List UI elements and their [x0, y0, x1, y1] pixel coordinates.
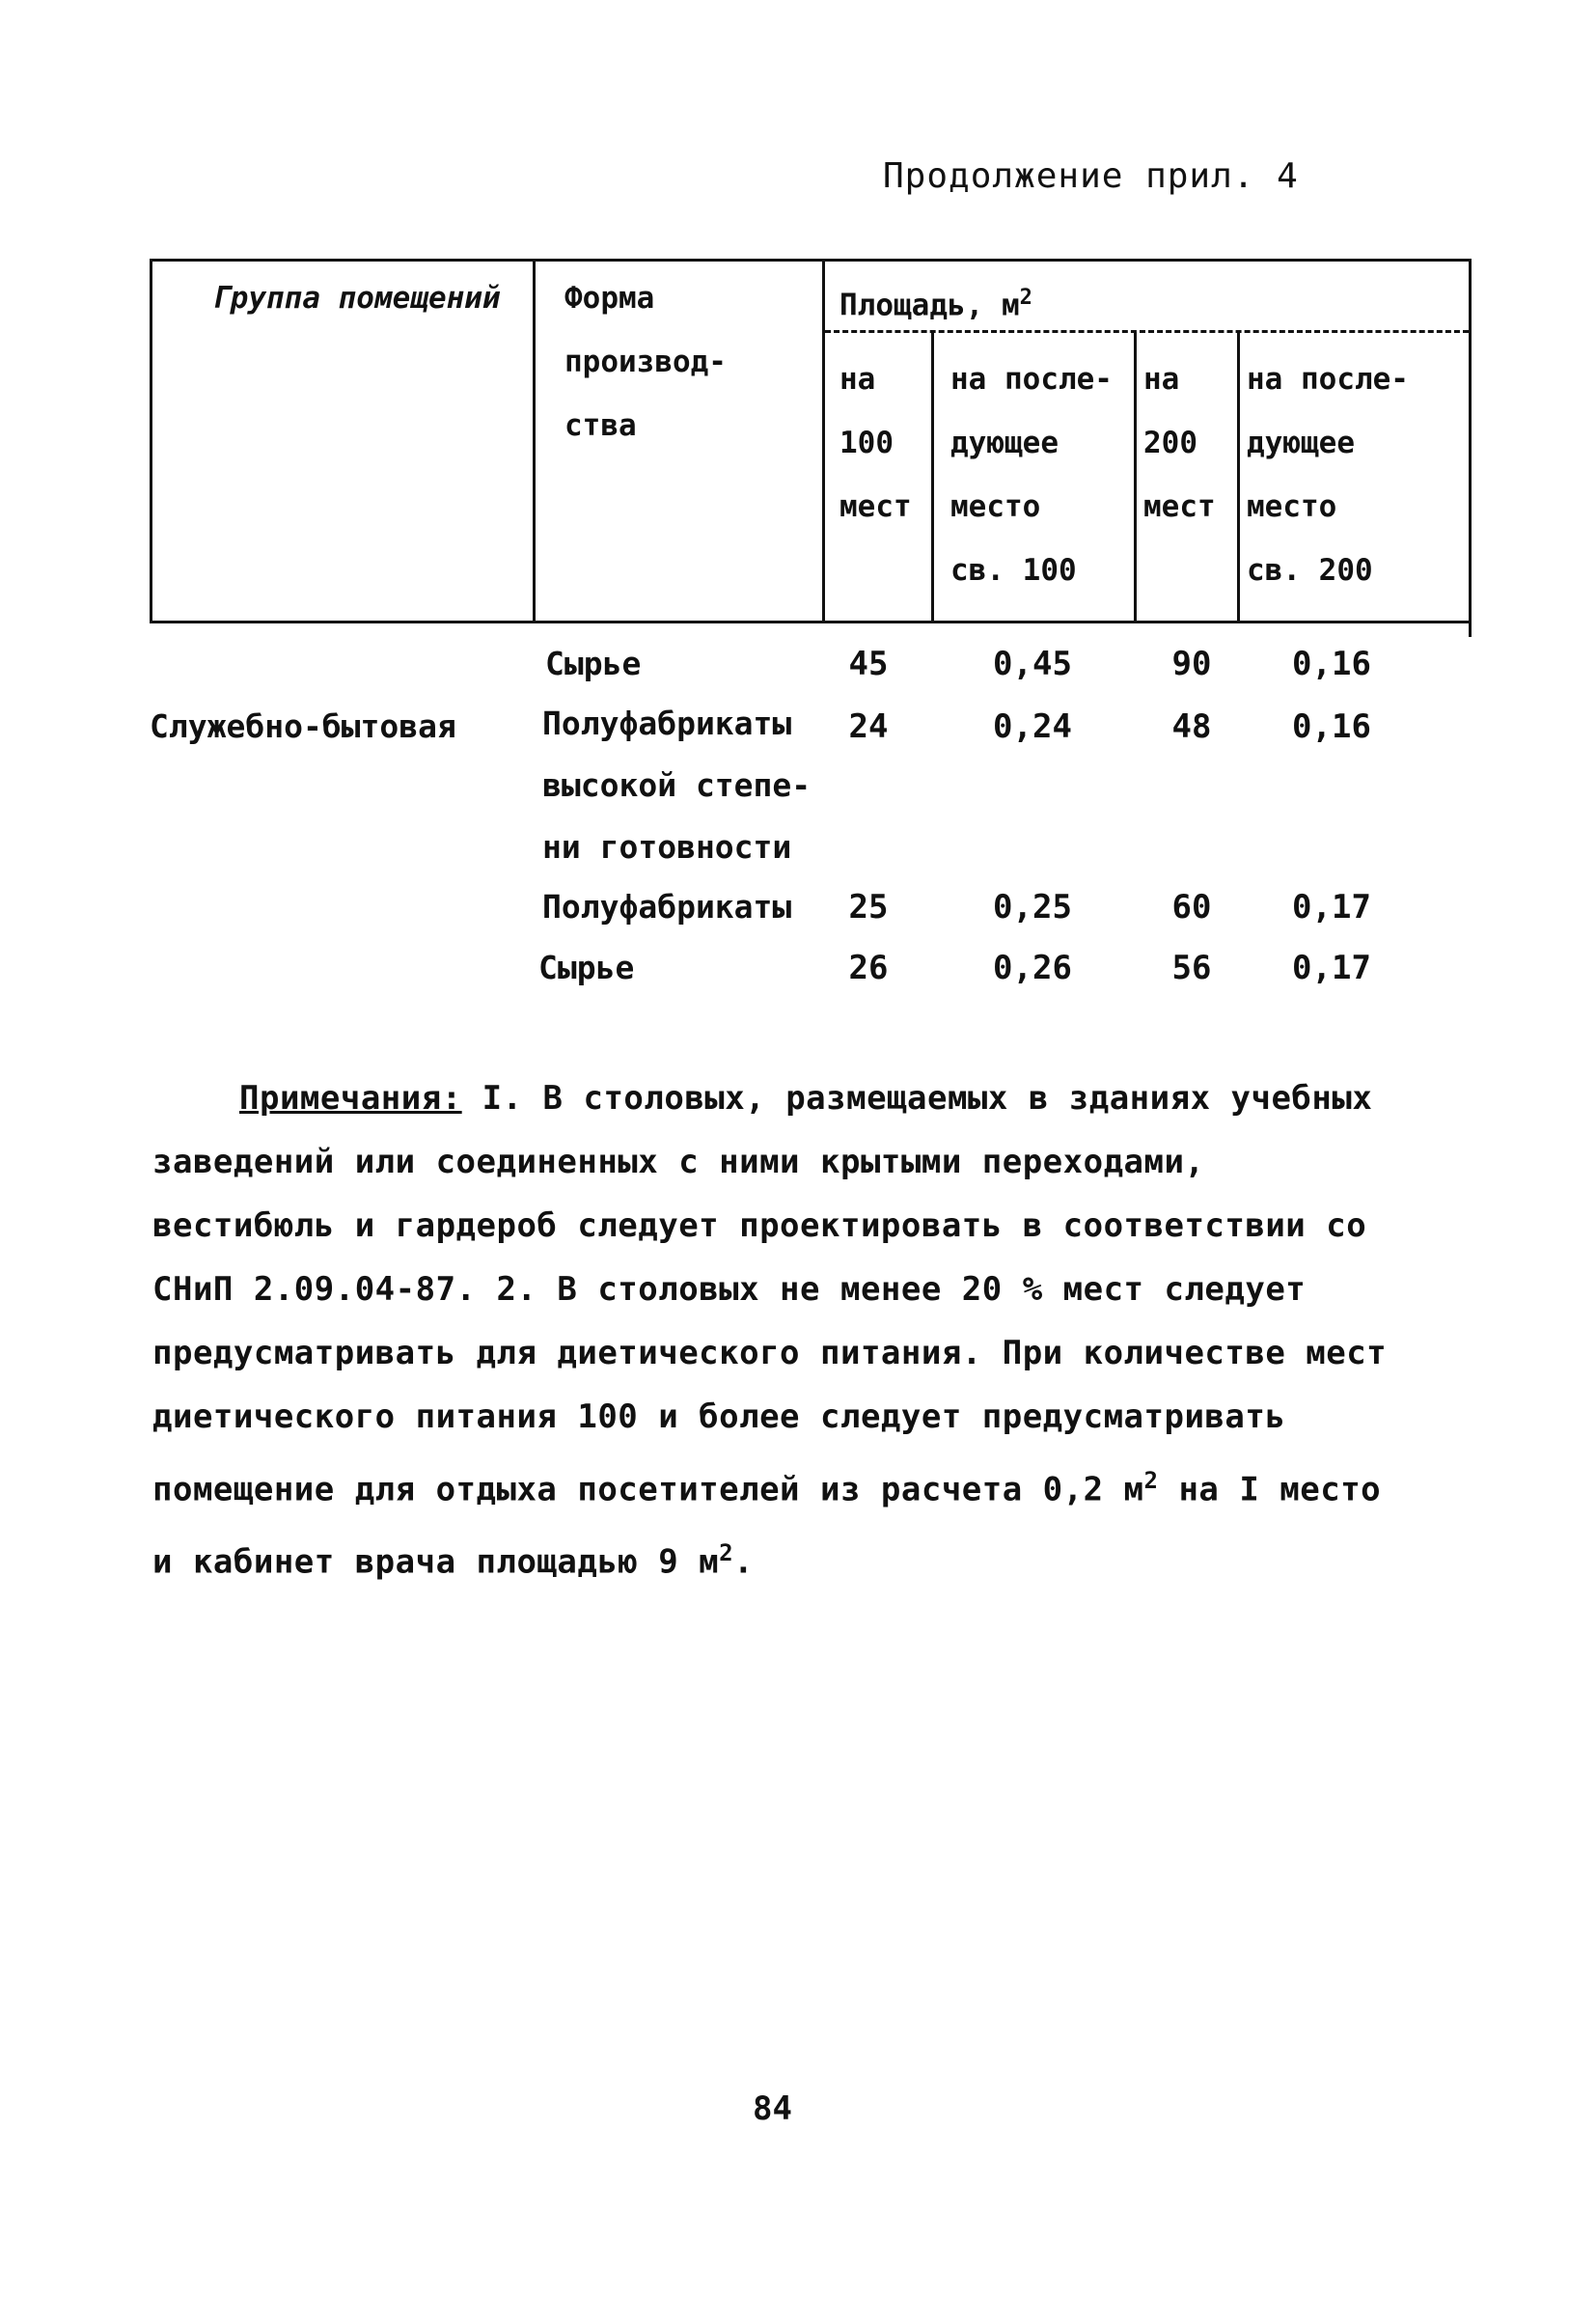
- cell-v4: 0,16: [1292, 707, 1371, 746]
- header-col-line: на после-: [1247, 362, 1409, 397]
- header-form-line: производ-: [564, 345, 727, 379]
- cell-v1: 45: [848, 645, 889, 683]
- cell-v4: 0,16: [1292, 645, 1371, 683]
- header-form-line: ства: [564, 408, 637, 443]
- notes-sup: 2: [1143, 1467, 1159, 1494]
- row-form: Полуфабрикаты: [542, 888, 792, 926]
- cell-v4: 0,17: [1292, 949, 1371, 987]
- header-col-line: место: [950, 489, 1041, 524]
- table-top-border: [150, 259, 1472, 262]
- header-col-line: на: [839, 362, 876, 397]
- group-label: Служебно-бытовая: [150, 707, 456, 745]
- cell-v3: 48: [1171, 707, 1212, 746]
- notes-text: I. В столовых, размещаемых в зданиях учебных заведений или соединенных с ними крытыми переходами, вестибюль и гардероб следует проектировать в соответствии со СНиП 2.09.04-87. 2. В столовых не менее 20 % мест следует предусматривать для диетического питания. При количестве мест диетического питания 100 и более следует предусматривать помещение для отдыха посетителей из расчета 0,2 м: [152, 1079, 1388, 1509]
- cell-v3: 90: [1171, 645, 1212, 683]
- header-area-label: Площадь, м: [839, 288, 1020, 323]
- notes-paragraph: [152, 1066, 1407, 1594]
- cell-v3: 56: [1171, 949, 1212, 987]
- row-form-line: ни готовности: [542, 828, 792, 866]
- header-col-200: [1143, 347, 1216, 539]
- col-divider-1: [533, 259, 536, 623]
- notes-text: на I место и кабинет врача площадью 9 м: [152, 1470, 1382, 1582]
- cell-v4: 0,17: [1292, 888, 1371, 927]
- col-divider-5: [1237, 332, 1240, 623]
- cell-v3: 60: [1171, 888, 1212, 927]
- row-form-line: Полуфабрикаты: [542, 705, 792, 742]
- table-right-border: [1469, 259, 1472, 637]
- notes-label: Примечания:: [239, 1079, 462, 1118]
- row-form: Сырье: [538, 949, 635, 986]
- header-col-line: дующее: [1247, 426, 1355, 460]
- area-table: [150, 259, 1472, 623]
- cell-v2: 0,45: [993, 645, 1072, 683]
- header-form-line: Форма: [564, 281, 655, 316]
- col-divider-2: [822, 259, 825, 623]
- header-area-sup: 2: [1019, 286, 1032, 310]
- continuation-caption: Продолжение прил. 4: [883, 156, 1299, 196]
- header-col-line: на после-: [950, 362, 1113, 397]
- header-col-line: мест: [839, 489, 912, 524]
- header-col-line: 200: [1143, 426, 1197, 460]
- notes-text: .: [733, 1542, 755, 1582]
- header-group: Группа помещений: [212, 281, 501, 316]
- cell-v1: 25: [848, 888, 889, 927]
- row-form: Сырье: [545, 645, 642, 682]
- cell-v2: 0,24: [993, 707, 1072, 746]
- cell-v1: 24: [848, 707, 889, 746]
- header-area: [839, 266, 1032, 337]
- col-divider-4: [1134, 332, 1137, 623]
- header-col-line: св. 100: [950, 553, 1077, 588]
- header-form: [564, 266, 727, 457]
- header-col-100: [839, 347, 912, 539]
- table-left-border: [150, 259, 152, 623]
- header-col-next-200: [1247, 347, 1409, 602]
- cell-v2: 0,26: [993, 949, 1072, 987]
- col-divider-3: [931, 332, 934, 623]
- header-col-line: место: [1247, 489, 1337, 524]
- row-form: [542, 707, 811, 864]
- notes-sup: 2: [719, 1539, 734, 1567]
- cell-v2: 0,25: [993, 888, 1072, 927]
- page-number: 84: [753, 2089, 792, 2128]
- cell-v1: 26: [848, 949, 889, 987]
- table-header-bottom-border: [150, 621, 1472, 623]
- header-col-line: 100: [839, 426, 894, 460]
- header-col-line: св. 200: [1247, 553, 1373, 588]
- header-col-next-100: [950, 347, 1113, 602]
- row-form-line: высокой степе-: [542, 766, 812, 804]
- header-col-line: на: [1143, 362, 1180, 397]
- header-col-line: мест: [1143, 489, 1216, 524]
- header-col-line: дующее: [950, 426, 1059, 460]
